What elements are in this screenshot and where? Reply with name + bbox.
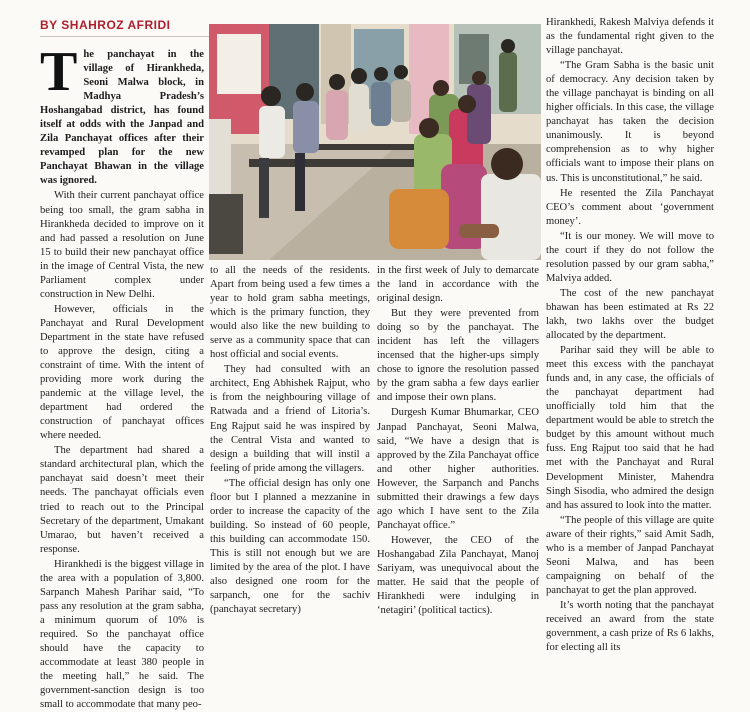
paragraph: It’s worth noting that the panchayat received an award from the state government, a cash prize of Rs 6 lakhs, for electing all its <box>546 599 714 654</box>
paragraph: He resented the Zila Panchayat CEO’s comment about ‘government money’. <box>546 187 714 227</box>
paragraph: Durgesh Kumar Bhumarkar, CEO Janpad Panchayat, Seoni Malwa, said, “We have a design that is approved by the Zila Panchayat office and other higher authorities. However, the Sarpanch and Panchs submitted their drawings a few days ago which I have sent to the Zila Panchayat office.” <box>377 407 539 531</box>
article-column-3 <box>377 264 539 618</box>
paragraph: The cost of the new panchayat bhawan has been estimated at Rs 22 lakh, two lakhs over the budget allocated by the department. <box>546 287 714 342</box>
article-column-1 <box>40 41 204 712</box>
paragraph: “The people of this village are quite aware of their rights,” said Amit Sadh, who is a member of Janpad Panchayat Seoni Malwa, and has been campaigning on behalf of the panchayat to get the plan approved. <box>546 514 714 596</box>
paragraph: But they were prevented from doing so by the panchayat. The incident has left the villagers incensed that the higher-ups simply chose to ignore the resolution passed by the gram sabha a few days earlier and impose their own plans. <box>377 308 539 404</box>
paragraph: With their current panchayat office being too small, the gram sabha in Hirankheda decided to improve on it and had passed a resolution on June 15 to build their new panchayat office in the image of Central Vista, the new Parliament complex under construction in New Delhi. <box>40 190 204 300</box>
paragraph: to all the needs of the residents. Apart from being used a few times a year to hold gram sabha meetings, which is the primary function, they would also like the new building to serve as a community space that can host official and social events. <box>210 265 370 361</box>
photo-illustration <box>209 24 541 260</box>
paragraph: Hirankhedi, Rakesh Malviya defends it as the fundamental right given to the village panchayat. <box>546 17 714 57</box>
paragraph: The department had shared a standard architectural plan, which the panchayat said doesn’t meet their needs. The panchayat officials even tried to reach out to the Principal Secretary of the department, Umakant Umarao, but haven’t received a response. <box>40 445 204 555</box>
article-column-2 <box>210 264 370 617</box>
paragraph: in the first week of July to demarcate the land in accordance with the original design. <box>377 265 539 305</box>
lead-paragraph <box>40 41 204 188</box>
paragraph: “The official design has only one floor but I planned a mezzanine in order to increase the capacity of the building. So instead of 60 people, this building can accommodate 150. This is still not enough but we are limited by the area of the plot. I have also designed one room for the sarpanch, one for the sachiv (panchayat secretary) <box>210 477 370 616</box>
paragraph: Parihar said they will be able to meet this excess with the panchayat funds and, in any case, the officials of the panchayat department had unofficially told him that the department would be able to stretch the budget by this amount without much fuss. Eng Rajput too said that he had met with the Panchayat and Rural Development Minister, Mahendra Singh Sisodia, who admired the design and has assured to look into the matter. <box>546 345 714 511</box>
paragraph: However, officials in the Panchayat and Rural Development Department in the state have refused to approve the design, citing a constraint of time. With the intent of providing more work during the pandemic at the village level, the department had ordered the construction of panchayat offices where needed. <box>40 303 204 442</box>
article-column-4 <box>546 16 714 655</box>
paragraph: They had consulted with an architect, Eng Abhishek Rajput, who is from the neighbouring village of Ratwada and a friend of Litoria’s. Eng Rajput said he was inspired by the Central Vista and wanted to design a building that will instil a feeling of pride among the villagers. <box>210 364 370 474</box>
byline-rule <box>40 36 210 37</box>
lead-text: he panchayat in the village of Hirankheda, Seoni Malwa block, in Madhya Pradesh’s Hoshangabad district, has found itself at odds with the Janpad and Zila Panchayat offices after their revamped plan for the new Panchayat Bhawan in the village was ignored. <box>40 49 204 187</box>
drop-cap: T <box>40 41 78 103</box>
byline: BY SHAHROZ AFRIDI <box>40 18 171 32</box>
village-meeting-photo <box>209 24 541 260</box>
paragraph: “It is our money. We will move to the court if they do not follow the resolution passed by our gram sabha,” Malviya added. <box>546 230 714 284</box>
paragraph: Hirankhedi is the biggest village in the area with a population of 3,800. Sarpanch Mahesh Parihar said, “To pass any resolution at the gram sabha, a minimum quorum of 10% is required. So the panchayat office should have the capacity to accommodate at least 380 people in the meeting hall,” he said. The government-sanction design is too small to accommodate that many peo- <box>40 558 204 711</box>
paragraph: However, the CEO of the Hoshangabad Zila Panchayat, Manoj Sariyam, was unequivocal about the matter. He said that the people of Hirankhedi were indulging in ‘netagiri’ (political tactics). <box>377 534 539 617</box>
paragraph: “The Gram Sabha is the basic unit of democracy. Any decision taken by the village panchayat is binding on all higher officials. In this case, the village panchayat has taken the decision unanimously. It is beyond comprehension as to why higher officials want to impose their plans on us. This is unconstitutional,” he said. <box>546 60 714 184</box>
